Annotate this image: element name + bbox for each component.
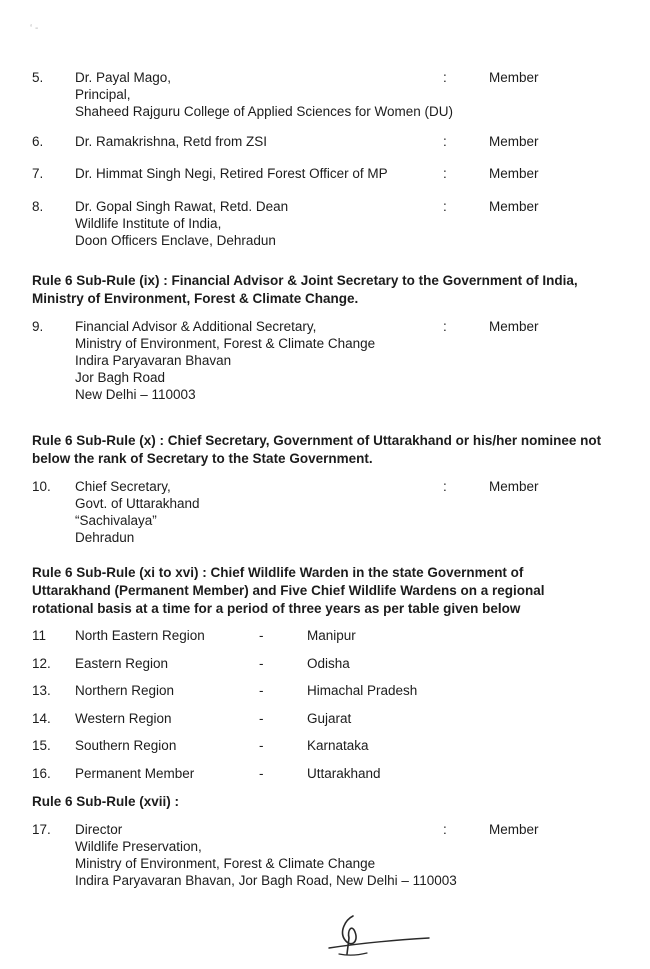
entry-details [75, 821, 465, 889]
entry-line: New Delhi – 110003 [75, 387, 196, 402]
region-name: Southern Region [75, 738, 177, 753]
entry-role: Member [489, 319, 539, 334]
entry-role: Member [489, 70, 539, 85]
entry-details [75, 133, 465, 150]
entry-role: Member [489, 166, 539, 181]
entry-role: Member [489, 822, 539, 837]
rule-line: below the rank of Secretary to the State Government. [32, 451, 373, 466]
entry-colon: : [443, 134, 447, 149]
scan-mark: ‘ - [30, 23, 39, 34]
rule-heading-xi-xvi [32, 564, 632, 618]
entry-role: Member [489, 479, 539, 494]
entry-details [75, 165, 465, 182]
region-state: Manipur [307, 628, 356, 643]
entry-colon: : [443, 166, 447, 181]
region-state: Karnataka [307, 738, 369, 753]
entry-number: 10. [32, 479, 51, 494]
region-dash: - [259, 683, 264, 698]
region-number: 14. [32, 711, 51, 726]
region-number: 15. [32, 738, 51, 753]
region-row [32, 765, 532, 782]
region-name: Eastern Region [75, 656, 169, 671]
rule-line: rotational basis at a time for a period of three years as per table given below [32, 601, 521, 616]
region-state: Himachal Pradesh [307, 683, 418, 698]
entry-line: Ministry of Environment, Forest & Climate Change [75, 856, 376, 871]
entry-details [75, 478, 465, 546]
region-dash: - [259, 711, 264, 726]
entry-number: 9. [32, 319, 44, 334]
rule-line: Rule 6 Sub-Rule (x) : Chief Secretary, Government of Uttarakhand or his/her nominee not [32, 433, 602, 448]
entry-line: Wildlife Institute of India, [75, 216, 222, 231]
region-dash: - [259, 766, 264, 781]
entry-role: Member [489, 199, 539, 214]
rule-line: Uttarakhand (Permanent Member) and Five Chief Wildlife Wardens on a regional [32, 583, 545, 598]
region-dash: - [259, 628, 264, 643]
entry-line: Jor Bagh Road [75, 370, 166, 385]
entry-colon: : [443, 199, 447, 214]
entry-number: 7. [32, 166, 44, 181]
entry-line: Principal, [75, 87, 131, 102]
rule-line: Ministry of Environment, Forest & Climate Change. [32, 291, 359, 306]
entry-role: Member [489, 134, 539, 149]
entry-colon: : [443, 479, 447, 494]
signature-image [325, 910, 435, 960]
region-dash: - [259, 656, 264, 671]
entry-line: Dr. Himmat Singh Negi, Retired Forest Officer of MP [75, 166, 388, 181]
region-dash: - [259, 738, 264, 753]
entry-line: Govt. of Uttarakhand [75, 496, 200, 511]
entry-line: Dr. Gopal Singh Rawat, Retd. Dean [75, 199, 289, 214]
entry-line: Financial Advisor & Additional Secretary, [75, 319, 317, 334]
entry-line: Chief Secretary, [75, 479, 171, 494]
region-row [32, 682, 532, 699]
region-row [32, 655, 532, 672]
entry-details [75, 318, 465, 403]
rule-heading-ix [32, 272, 632, 308]
entry-number: 17. [32, 822, 51, 837]
entry-line: Dr. Payal Mago, [75, 70, 172, 85]
region-state: Odisha [307, 656, 350, 671]
entry-number: 5. [32, 70, 44, 85]
rule-line: Rule 6 Sub-Rule (ix) : Financial Advisor & Joint Secretary to the Government of India, [32, 273, 578, 288]
region-state: Uttarakhand [307, 766, 381, 781]
region-number: 12. [32, 656, 51, 671]
region-name: Western Region [75, 711, 172, 726]
region-state: Gujarat [307, 711, 352, 726]
entry-number: 8. [32, 199, 44, 214]
rule-heading-x [32, 432, 632, 468]
region-name: Northern Region [75, 683, 175, 698]
region-number: 16. [32, 766, 51, 781]
entry-line: Indira Paryavaran Bhavan, Jor Bagh Road, New Delhi – 110003 [75, 873, 457, 888]
region-row [32, 710, 532, 727]
entry-line: “Sachivalaya” [75, 513, 157, 528]
entry-details [75, 69, 465, 120]
rule-heading-xvii: Rule 6 Sub-Rule (xvii) : [32, 794, 180, 809]
region-row [32, 627, 532, 644]
region-number: 13. [32, 683, 51, 698]
region-name: North Eastern Region [75, 628, 205, 643]
entry-line: Wildlife Preservation, [75, 839, 202, 854]
entry-line: Indira Paryavaran Bhavan [75, 353, 232, 368]
entry-line: Dehradun [75, 530, 135, 545]
entry-line: Ministry of Environment, Forest & Climate Change [75, 336, 376, 351]
entry-details [75, 198, 465, 249]
region-number: 11 [32, 628, 47, 643]
entry-colon: : [443, 319, 447, 334]
entry-colon: : [443, 822, 447, 837]
entry-colon: : [443, 70, 447, 85]
entry-line: Shaheed Rajguru College of Applied Sciences for Women (DU) [75, 104, 453, 119]
entry-line: Doon Officers Enclave, Dehradun [75, 233, 276, 248]
entry-number: 6. [32, 134, 44, 149]
region-name: Permanent Member [75, 766, 195, 781]
region-row [32, 737, 532, 754]
rule-line: Rule 6 Sub-Rule (xi to xvi) : Chief Wildlife Warden in the state Government of [32, 565, 524, 580]
entry-line: Director [75, 822, 123, 837]
entry-line: Dr. Ramakrishna, Retd from ZSI [75, 134, 268, 149]
